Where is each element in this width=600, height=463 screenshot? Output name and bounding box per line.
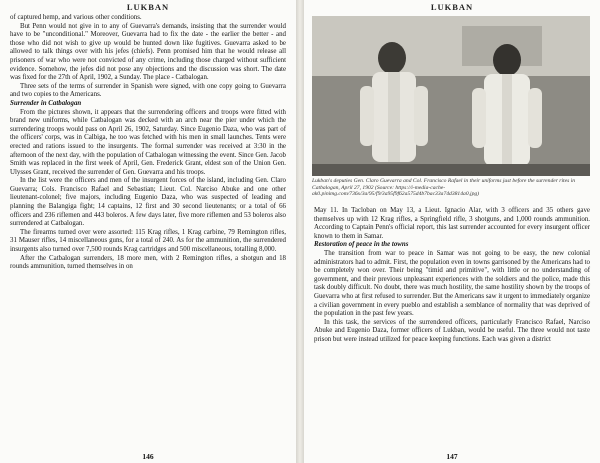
book-gutter bbox=[296, 0, 304, 463]
paragraph: In this task, the services of the surrendered officers, particularly Francisco Rafael, Narciso Abuke and Eugenio Daza, former officers of Lukban, would be useful. The three would not taste prison but were instead utilized for peace keeping functions. Each was given a district bbox=[314, 318, 590, 343]
paragraph: After the Catbalogan surrenders, 18 more men, with 2 Remington rifles, a shotgun and 18 rounds ammunition, turned themselves in on bbox=[10, 254, 286, 271]
paragraph: From the pictures shown, it appears that the surrendering officers and troops were fitted with brand new uniforms, while Catbalogan was decked with an arch near the pier under which the surrendering troops would pass on April 26, 1902, Saturday. Since Eugenio Daza, who was part of the officers' corps, was in Calbiga, he too was fetched with his men in small launches. Tents were erected and rations issued to the insurgents. The formal surrender was received at 3:30 in the afternoon of the next day, with the population of Catbalogan witnessing the event. Since Gen. Jacob Smith was replaced in the first week of April, Gen. Frederick Grant, eldest son of the Union Gen. Ulysses Grant, received the surrender of Gen. Guevarra and his troops. bbox=[10, 108, 286, 176]
right-page bbox=[304, 0, 600, 463]
paragraph: of captured hemp, and various other conditions. bbox=[10, 14, 142, 21]
left-page-body bbox=[10, 14, 286, 272]
paragraph: May 11. In Tacloban on May 13, a Lieut. Ignacio Alar, with 3 officers and 35 others gave themselves up with 12 Krag rifles, a Springfield rifle, 3 shotguns, and 1,000 rounds ammunition. According to Captain Penn's official report, this last surrender accounted for every insurgent officer known to them in Samar. bbox=[314, 207, 590, 240]
running-header: LUKBAN bbox=[126, 2, 170, 12]
photo-caption: Lukban's deputies Gen. Claro Guevarra and Col. Francisco Rafael in their uniforms just before the surrender rites in Catbalogan, April 27, 1902 (Source: https://i-media-cache-ak0.pinimg.com/736x/3a/95/f9/3a95f9f62a575d4b7bac33a74d3814a0.jpg) bbox=[312, 178, 575, 198]
section-heading: Restoration of peace in the towns bbox=[314, 241, 409, 249]
right-page-body bbox=[314, 207, 590, 345]
paragraph: Three sets of the terms of surrender in Spanish were signed, with one copy going to Guevarra and two copies to the Americans. bbox=[10, 82, 286, 99]
left-page bbox=[0, 0, 296, 463]
paragraph: The firearms turned over were assorted: 115 Krag rifles, 1 Krag carbine, 79 Remington rifles, 31 Mauser rifles, 14 miscellaneous guns, for a total of 240. As for the ammunition, the surrendered insurgents also turned over 7,500 rounds Krag cartridges and 500 miscellaneous, totalling 8,000. bbox=[10, 228, 286, 254]
page-number: 147 bbox=[446, 452, 458, 461]
page-number: 146 bbox=[142, 452, 154, 461]
historical-photo bbox=[312, 16, 590, 176]
photo-illustration bbox=[312, 16, 590, 176]
paragraph: But Penn would not give in to any of Guevarra's demands, insisting that the surrender would have to be "unconditional." Moreover, Guevarra had to fix the date - the earlier the better - and those who did not wish to give up would be hunted down like fugitives. Guevarra asked to be allowed to talk things over with his jefes (chiefs). Penn promised him that he would release all prisoners of war who were not convicted of any crime, including those charged without sufficient evidence. Somehow, the jefes did not pose any objections and the discussion was short. The date was fixed for the 27th of April, 1902, a Sunday. The place - Catbalogan. bbox=[10, 22, 286, 82]
paragraph: The transition from war to peace in Samar was not going to be easy, the new colonial administrators had to admit. First, the population even in towns garrisoned by the Americans had to be completely won over. Their being "timid and primitive", with little or no understanding of government, and their previous unpleasant experiences with the soldiers and the police, made this task doubly difficult. No doubt, there was much hostility, the same hostility shown by the troops of Guevarra who at first refused to surrender. But the Americans saw it urgent to immediately organize a civilian government in every pueblo and establish a semblance of normality that was deprived of the population in the past few years. bbox=[314, 249, 590, 318]
running-header: LUKBAN bbox=[430, 2, 474, 12]
paragraph: In the list were the officers and men of the insurgent forces of the island, including Gen. Claro Guevarra; Cols. Francisco Rafael and Sebastian; Lieut. Col. Narciso Abuke and one other lieutenant-colonel; five majors, including Eugenio Daza, who was suspected of leading and planning the Balangiga fight; 14 captains, 12 first and 30 second lieutenants; or a total of 66 officers and 236 riflemen and 443 boleros. A few days later, five more riflemen and 53 boleros also surrendered at Catbalogan. bbox=[10, 177, 286, 228]
section-heading: Surrender in Catbalogan bbox=[10, 99, 82, 107]
